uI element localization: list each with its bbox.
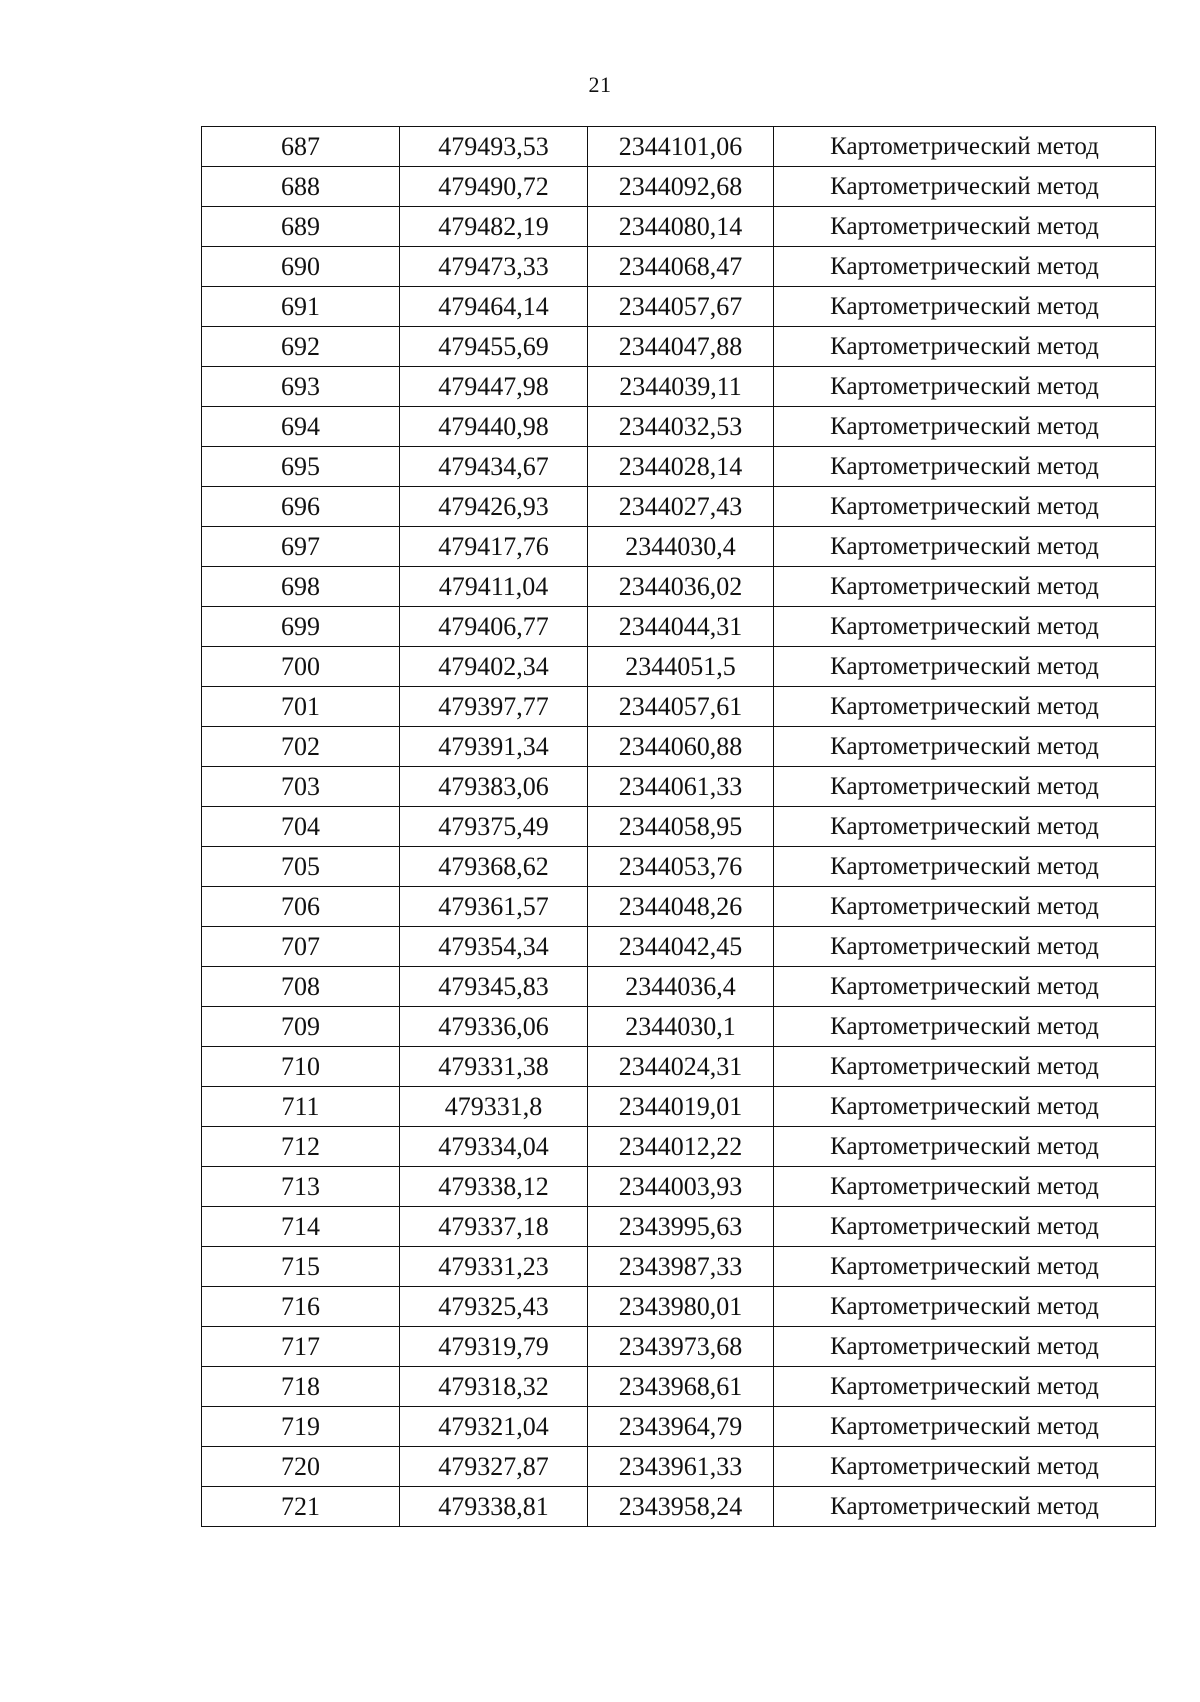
y-coordinate-cell: 2344012,22	[588, 1127, 774, 1167]
x-coordinate-cell: 479411,04	[400, 567, 588, 607]
x-coordinate-cell: 479338,12	[400, 1167, 588, 1207]
table-row	[202, 847, 1156, 887]
method-cell: Картометрический метод	[774, 567, 1156, 607]
method-cell: Картометрический метод	[774, 327, 1156, 367]
x-coordinate-cell: 479338,81	[400, 1487, 588, 1527]
x-coordinate-cell: 479383,06	[400, 767, 588, 807]
method-cell: Картометрический метод	[774, 487, 1156, 527]
point-number-cell: 720	[202, 1447, 400, 1487]
x-coordinate-cell: 479426,93	[400, 487, 588, 527]
method-cell: Картометрический метод	[774, 447, 1156, 487]
x-coordinate-cell: 479318,32	[400, 1367, 588, 1407]
method-cell: Картометрический метод	[774, 1447, 1156, 1487]
table-row	[202, 1127, 1156, 1167]
x-coordinate-cell: 479434,67	[400, 447, 588, 487]
method-cell: Картометрический метод	[774, 687, 1156, 727]
table-row	[202, 247, 1156, 287]
x-coordinate-cell: 479406,77	[400, 607, 588, 647]
y-coordinate-cell: 2343995,63	[588, 1207, 774, 1247]
table-row	[202, 1447, 1156, 1487]
table-row	[202, 607, 1156, 647]
coordinates-table	[201, 126, 1156, 1527]
method-cell: Картометрический метод	[774, 127, 1156, 167]
point-number-cell: 707	[202, 927, 400, 967]
y-coordinate-cell: 2344032,53	[588, 407, 774, 447]
y-coordinate-cell: 2344019,01	[588, 1087, 774, 1127]
method-cell: Картометрический метод	[774, 1487, 1156, 1527]
point-number-cell: 688	[202, 167, 400, 207]
x-coordinate-cell: 479482,19	[400, 207, 588, 247]
x-coordinate-cell: 479345,83	[400, 967, 588, 1007]
x-coordinate-cell: 479331,23	[400, 1247, 588, 1287]
method-cell: Картометрический метод	[774, 647, 1156, 687]
y-coordinate-cell: 2344030,4	[588, 527, 774, 567]
method-cell: Картометрический метод	[774, 1327, 1156, 1367]
method-cell: Картометрический метод	[774, 1367, 1156, 1407]
x-coordinate-cell: 479397,77	[400, 687, 588, 727]
table-row	[202, 1007, 1156, 1047]
point-number-cell: 700	[202, 647, 400, 687]
x-coordinate-cell: 479325,43	[400, 1287, 588, 1327]
y-coordinate-cell: 2344030,1	[588, 1007, 774, 1047]
y-coordinate-cell: 2344053,76	[588, 847, 774, 887]
x-coordinate-cell: 479493,53	[400, 127, 588, 167]
y-coordinate-cell: 2344048,26	[588, 887, 774, 927]
table-row	[202, 1087, 1156, 1127]
table-row	[202, 1367, 1156, 1407]
x-coordinate-cell: 479464,14	[400, 287, 588, 327]
point-number-cell: 719	[202, 1407, 400, 1447]
table-row	[202, 1247, 1156, 1287]
point-number-cell: 715	[202, 1247, 400, 1287]
x-coordinate-cell: 479440,98	[400, 407, 588, 447]
table-row	[202, 1047, 1156, 1087]
x-coordinate-cell: 479391,34	[400, 727, 588, 767]
y-coordinate-cell: 2343980,01	[588, 1287, 774, 1327]
y-coordinate-cell: 2344047,88	[588, 327, 774, 367]
point-number-cell: 713	[202, 1167, 400, 1207]
method-cell: Картометрический метод	[774, 1127, 1156, 1167]
method-cell: Картометрический метод	[774, 247, 1156, 287]
table-row	[202, 567, 1156, 607]
point-number-cell: 692	[202, 327, 400, 367]
y-coordinate-cell: 2343958,24	[588, 1487, 774, 1527]
y-coordinate-cell: 2344057,61	[588, 687, 774, 727]
x-coordinate-cell: 479375,49	[400, 807, 588, 847]
y-coordinate-cell: 2344061,33	[588, 767, 774, 807]
y-coordinate-cell: 2344036,4	[588, 967, 774, 1007]
method-cell: Картометрический метод	[774, 967, 1156, 1007]
y-coordinate-cell: 2343961,33	[588, 1447, 774, 1487]
x-coordinate-cell: 479321,04	[400, 1407, 588, 1447]
table-row	[202, 767, 1156, 807]
table-row	[202, 687, 1156, 727]
table-row	[202, 1327, 1156, 1367]
point-number-cell: 709	[202, 1007, 400, 1047]
point-number-cell: 691	[202, 287, 400, 327]
y-coordinate-cell: 2344003,93	[588, 1167, 774, 1207]
point-number-cell: 718	[202, 1367, 400, 1407]
y-coordinate-cell: 2343964,79	[588, 1407, 774, 1447]
y-coordinate-cell: 2344039,11	[588, 367, 774, 407]
table-row	[202, 927, 1156, 967]
point-number-cell: 699	[202, 607, 400, 647]
point-number-cell: 694	[202, 407, 400, 447]
y-coordinate-cell: 2344058,95	[588, 807, 774, 847]
x-coordinate-cell: 479334,04	[400, 1127, 588, 1167]
x-coordinate-cell: 479417,76	[400, 527, 588, 567]
table-row	[202, 647, 1156, 687]
point-number-cell: 712	[202, 1127, 400, 1167]
table-row	[202, 447, 1156, 487]
y-coordinate-cell: 2344042,45	[588, 927, 774, 967]
x-coordinate-cell: 479361,57	[400, 887, 588, 927]
y-coordinate-cell: 2344060,88	[588, 727, 774, 767]
table-row	[202, 167, 1156, 207]
y-coordinate-cell: 2344028,14	[588, 447, 774, 487]
point-number-cell: 706	[202, 887, 400, 927]
table-row	[202, 327, 1156, 367]
point-number-cell: 687	[202, 127, 400, 167]
method-cell: Картометрический метод	[774, 287, 1156, 327]
x-coordinate-cell: 479368,62	[400, 847, 588, 887]
y-coordinate-cell: 2344027,43	[588, 487, 774, 527]
method-cell: Картометрический метод	[774, 1287, 1156, 1327]
x-coordinate-cell: 479354,34	[400, 927, 588, 967]
table-row	[202, 887, 1156, 927]
x-coordinate-cell: 479490,72	[400, 167, 588, 207]
x-coordinate-cell: 479455,69	[400, 327, 588, 367]
y-coordinate-cell: 2344080,14	[588, 207, 774, 247]
y-coordinate-cell: 2344051,5	[588, 647, 774, 687]
table-row	[202, 127, 1156, 167]
point-number-cell: 693	[202, 367, 400, 407]
method-cell: Картометрический метод	[774, 1007, 1156, 1047]
x-coordinate-cell: 479473,33	[400, 247, 588, 287]
y-coordinate-cell: 2343987,33	[588, 1247, 774, 1287]
method-cell: Картометрический метод	[774, 1207, 1156, 1247]
point-number-cell: 716	[202, 1287, 400, 1327]
y-coordinate-cell: 2344036,02	[588, 567, 774, 607]
method-cell: Картометрический метод	[774, 1087, 1156, 1127]
point-number-cell: 701	[202, 687, 400, 727]
method-cell: Картометрический метод	[774, 847, 1156, 887]
x-coordinate-cell: 479331,38	[400, 1047, 588, 1087]
point-number-cell: 708	[202, 967, 400, 1007]
method-cell: Картометрический метод	[774, 207, 1156, 247]
y-coordinate-cell: 2344024,31	[588, 1047, 774, 1087]
x-coordinate-cell: 479337,18	[400, 1207, 588, 1247]
table-row	[202, 367, 1156, 407]
table-row	[202, 1287, 1156, 1327]
method-cell: Картометрический метод	[774, 1407, 1156, 1447]
table-body	[202, 127, 1156, 1527]
table-row	[202, 1487, 1156, 1527]
method-cell: Картометрический метод	[774, 607, 1156, 647]
table-row	[202, 207, 1156, 247]
y-coordinate-cell: 2344068,47	[588, 247, 774, 287]
point-number-cell: 721	[202, 1487, 400, 1527]
point-number-cell: 697	[202, 527, 400, 567]
x-coordinate-cell: 479447,98	[400, 367, 588, 407]
method-cell: Картометрический метод	[774, 767, 1156, 807]
table-row	[202, 407, 1156, 447]
table-row	[202, 1167, 1156, 1207]
method-cell: Картометрический метод	[774, 407, 1156, 447]
table-row	[202, 1207, 1156, 1247]
y-coordinate-cell: 2344101,06	[588, 127, 774, 167]
point-number-cell: 704	[202, 807, 400, 847]
method-cell: Картометрический метод	[774, 367, 1156, 407]
table-row	[202, 807, 1156, 847]
method-cell: Картометрический метод	[774, 1047, 1156, 1087]
point-number-cell: 690	[202, 247, 400, 287]
point-number-cell: 714	[202, 1207, 400, 1247]
x-coordinate-cell: 479327,87	[400, 1447, 588, 1487]
point-number-cell: 698	[202, 567, 400, 607]
x-coordinate-cell: 479402,34	[400, 647, 588, 687]
point-number-cell: 705	[202, 847, 400, 887]
table-row	[202, 727, 1156, 767]
y-coordinate-cell: 2344044,31	[588, 607, 774, 647]
point-number-cell: 717	[202, 1327, 400, 1367]
method-cell: Картометрический метод	[774, 1247, 1156, 1287]
point-number-cell: 689	[202, 207, 400, 247]
point-number-cell: 695	[202, 447, 400, 487]
method-cell: Картометрический метод	[774, 167, 1156, 207]
y-coordinate-cell: 2343973,68	[588, 1327, 774, 1367]
y-coordinate-cell: 2344092,68	[588, 167, 774, 207]
page-number: 21	[588, 72, 612, 97]
table-row	[202, 967, 1156, 1007]
method-cell: Картометрический метод	[774, 1167, 1156, 1207]
point-number-cell: 710	[202, 1047, 400, 1087]
table-row	[202, 487, 1156, 527]
table-row	[202, 1407, 1156, 1447]
method-cell: Картометрический метод	[774, 527, 1156, 567]
y-coordinate-cell: 2344057,67	[588, 287, 774, 327]
point-number-cell: 696	[202, 487, 400, 527]
table-row	[202, 287, 1156, 327]
point-number-cell: 702	[202, 727, 400, 767]
x-coordinate-cell: 479336,06	[400, 1007, 588, 1047]
x-coordinate-cell: 479319,79	[400, 1327, 588, 1367]
point-number-cell: 703	[202, 767, 400, 807]
table-row	[202, 527, 1156, 567]
x-coordinate-cell: 479331,8	[400, 1087, 588, 1127]
method-cell: Картометрический метод	[774, 807, 1156, 847]
y-coordinate-cell: 2343968,61	[588, 1367, 774, 1407]
method-cell: Картометрический метод	[774, 887, 1156, 927]
method-cell: Картометрический метод	[774, 927, 1156, 967]
method-cell: Картометрический метод	[774, 727, 1156, 767]
point-number-cell: 711	[202, 1087, 400, 1127]
